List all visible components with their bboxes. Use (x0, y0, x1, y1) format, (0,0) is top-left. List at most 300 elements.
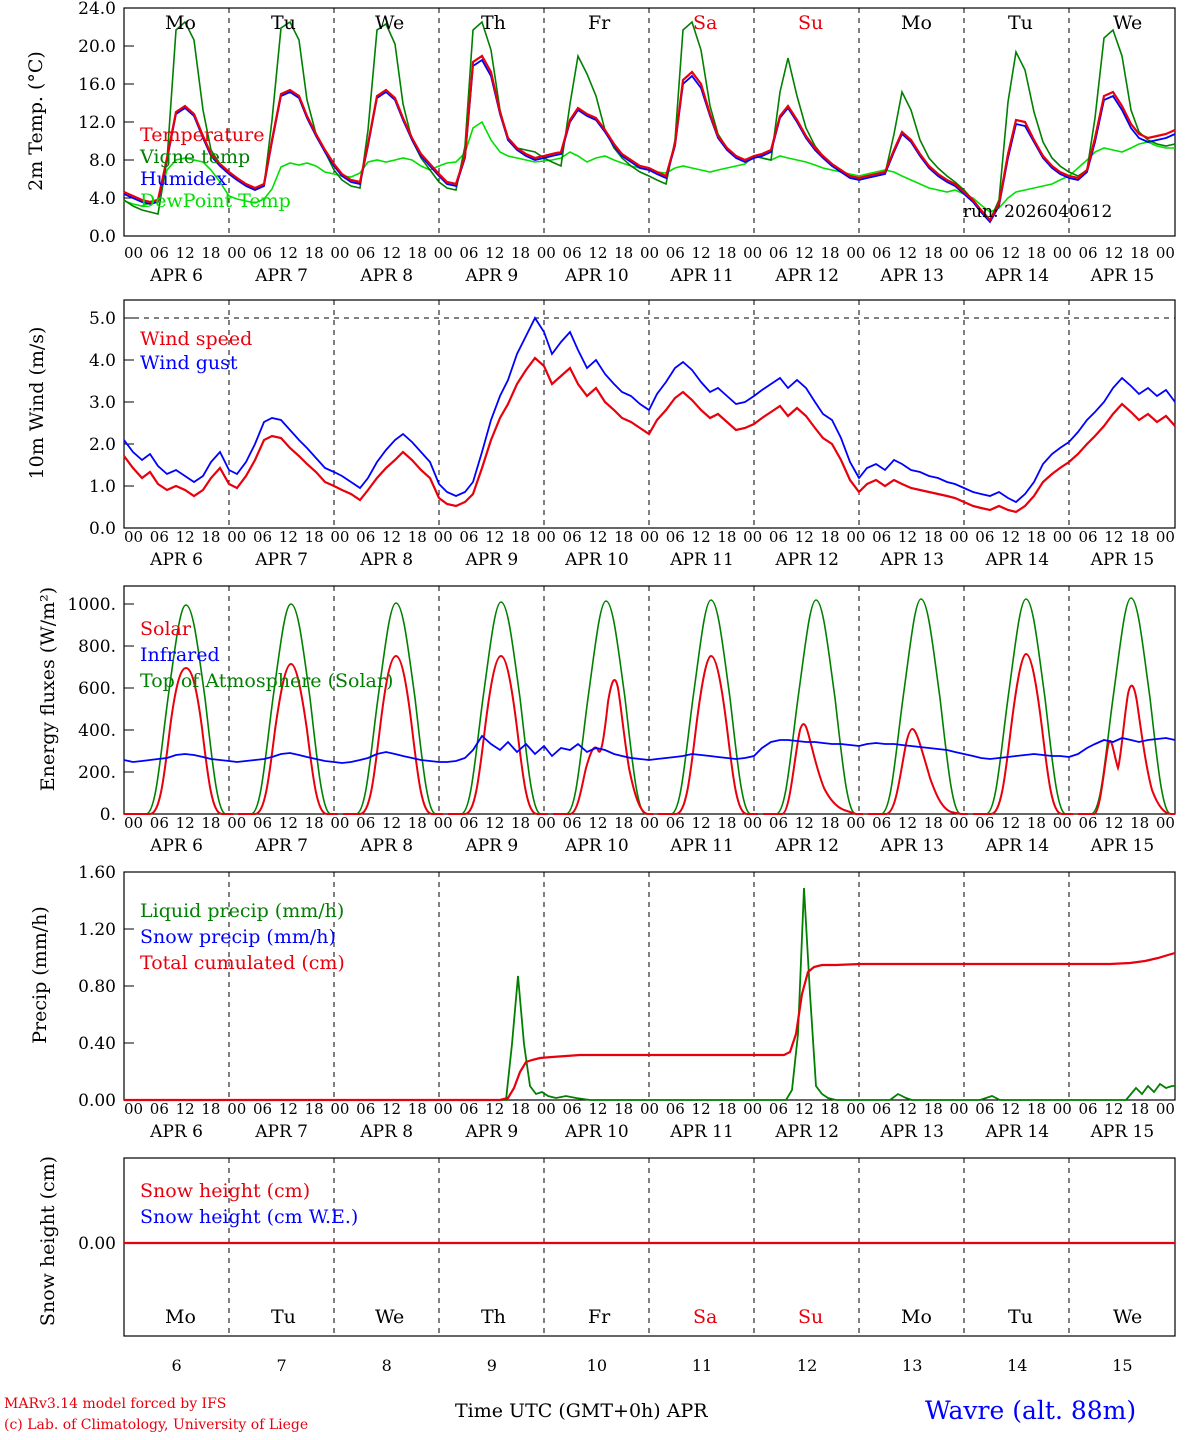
hour-tick: 12 (794, 814, 814, 832)
hour-tick-row (124, 814, 1175, 832)
hour-tick: 06 (149, 528, 169, 546)
day-label-bottom-tu-2: Tu (1008, 1306, 1033, 1328)
flux-y-axis-label: Energy fluxes (W/m²) (37, 586, 59, 792)
axis-row-4 (0, 1100, 1194, 1146)
flux-ytick-5: 0. (99, 805, 116, 825)
date-tick: APR 15 (1090, 550, 1155, 570)
hour-tick: 06 (252, 244, 273, 262)
date-tick: APR 6 (150, 266, 203, 286)
hour-tick: 12 (1104, 1100, 1124, 1118)
hour-tick: 18 (407, 528, 427, 546)
hour-tick: 12 (1104, 244, 1124, 262)
legend-total-cumulated: Total cumulated (cm) (140, 952, 345, 974)
date-tick: APR 12 (775, 550, 839, 570)
hour-tick: 06 (1078, 528, 1098, 546)
legend-infrared: Infrared (140, 644, 220, 666)
date-tick: APR 10 (565, 550, 629, 570)
hour-tick: 12 (897, 814, 917, 832)
hour-tick: 06 (252, 1100, 273, 1118)
hour-tick: 06 (562, 244, 582, 262)
axis-row-3 (0, 814, 1194, 860)
day-label-bottom-sa-1: Sa (693, 1306, 718, 1328)
legend-top-of-atmosphere: Top of Atmosphere (Solar) (140, 670, 394, 692)
hour-tick: 18 (201, 814, 221, 832)
day-label-th-1: Th (481, 12, 506, 34)
temperature-panel (0, 0, 1194, 280)
flux-ytick-0: 1000. (67, 595, 116, 615)
date-tick: APR 14 (985, 836, 1050, 856)
hour-tick: 12 (381, 814, 402, 832)
hour-tick: 18 (923, 814, 943, 832)
hour-tick: 00 (536, 1100, 556, 1118)
hour-tick: 00 (949, 814, 969, 832)
x-axis-label: Time UTC (GMT+0h) APR (455, 1400, 708, 1422)
hour-tick: 18 (1130, 528, 1150, 546)
hour-tick: 06 (252, 814, 273, 832)
day-label-bottom-mo-1: Mo (165, 1306, 196, 1328)
hour-tick: 06 (665, 1100, 685, 1118)
day-label-bottom-tu-1: Tu (271, 1306, 296, 1328)
temp-ytick-5: 4.0 (88, 189, 116, 209)
hour-tick: 18 (510, 528, 531, 546)
hour-tick: 06 (562, 528, 582, 546)
energy-flux-panel (0, 578, 1194, 826)
wind-y-axis-label: 10m Wind (m/s) (26, 326, 48, 480)
hour-tick: 12 (1001, 814, 1021, 832)
hour-tick: 06 (665, 814, 685, 832)
hour-tick: 06 (149, 1100, 169, 1118)
hour-tick: 18 (717, 814, 737, 832)
precip-ytick-4: 0.00 (78, 1091, 116, 1111)
hour-tick: 18 (923, 1100, 943, 1118)
hour-tick: 06 (872, 244, 892, 262)
hour-tick: 00 (1052, 244, 1072, 262)
temp-ytick-4: 8.0 (88, 151, 116, 171)
hour-tick: 00 (949, 528, 969, 546)
hour-tick: 12 (794, 528, 814, 546)
hour-tick: 18 (510, 1100, 531, 1118)
hour-tick: 06 (975, 1100, 995, 1118)
date-tick: APR 10 (565, 266, 629, 286)
legend-wind-speed: Wind speed (140, 328, 253, 350)
flux-ytick-2: 600. (78, 679, 116, 699)
hour-tick: 18 (717, 1100, 737, 1118)
legend-dewpoint-temp: DewPoint Temp (140, 190, 291, 212)
hour-tick: 12 (278, 528, 298, 546)
day-label-we-2: We (1113, 12, 1143, 34)
legend-wind-gust: Wind gust (140, 352, 238, 374)
hour-tick: 12 (691, 1100, 711, 1118)
hour-tick: 06 (562, 814, 582, 832)
date-tick: APR 9 (465, 836, 519, 856)
hour-tick: 18 (614, 814, 634, 832)
hour-tick: 12 (691, 814, 711, 832)
hour-tick: 06 (872, 814, 892, 832)
date-tick: APR 13 (880, 266, 944, 286)
hour-tick: 12 (175, 814, 195, 832)
hour-tick: 00 (743, 1100, 763, 1118)
hour-tick: 18 (407, 1100, 427, 1118)
hour-tick: 00 (1155, 1100, 1175, 1118)
hour-tick: 00 (124, 244, 144, 262)
hour-tick: 12 (1001, 244, 1021, 262)
hour-tick: 12 (175, 1100, 195, 1118)
hour-tick: 18 (820, 528, 840, 546)
date-tick: APR 15 (1090, 836, 1155, 856)
hour-tick: 00 (433, 814, 453, 832)
hour-tick: 00 (743, 244, 763, 262)
temp-ytick-3: 12.0 (78, 113, 116, 133)
day-label-we-1: We (375, 12, 405, 34)
hour-tick: 12 (1001, 1100, 1021, 1118)
hour-tick: 00 (330, 814, 350, 832)
hour-tick: 18 (201, 244, 221, 262)
hour-tick: 18 (1130, 814, 1150, 832)
date-tick: APR 12 (775, 266, 839, 286)
hour-tick: 06 (768, 814, 789, 832)
hour-tick: 12 (1104, 814, 1124, 832)
date-tick-row (124, 1122, 1175, 1142)
hour-tick: 12 (381, 244, 402, 262)
snow-ytick-0: 0.00 (78, 1234, 116, 1254)
hour-tick: 06 (872, 528, 892, 546)
date-tick: APR 15 (1090, 1122, 1155, 1142)
day-label-mo-1: Mo (165, 12, 196, 34)
hour-tick: 18 (1130, 1100, 1150, 1118)
hour-tick: 06 (768, 1100, 789, 1118)
hour-tick: 06 (768, 244, 789, 262)
day-number: 12 (796, 1356, 818, 1375)
hour-tick: 06 (356, 1100, 376, 1118)
date-tick-row (124, 266, 1175, 286)
date-tick: APR 11 (670, 266, 734, 286)
legend-vigne-temp: Vigne temp (140, 146, 251, 168)
date-tick: APR 9 (465, 550, 519, 570)
hour-tick: 00 (846, 1100, 866, 1118)
hour-tick: 18 (304, 814, 324, 832)
hour-tick: 12 (1001, 528, 1021, 546)
date-tick: APR 15 (1090, 266, 1155, 286)
wind-ytick-0: 5.0 (88, 309, 116, 329)
hour-tick-row (124, 244, 1175, 262)
hour-tick: 06 (356, 528, 376, 546)
snow-y-axis-label: Snow height (cm) (37, 1155, 59, 1327)
hour-tick: 00 (433, 1100, 453, 1118)
day-number: 11 (691, 1356, 713, 1375)
snow-height-panel (0, 1150, 1194, 1350)
date-tick: APR 12 (775, 836, 839, 856)
date-tick: APR 9 (465, 1122, 519, 1142)
day-label-sa-1: Sa (693, 12, 718, 34)
day-label-fr-1: Fr (588, 12, 611, 34)
hour-tick: 00 (846, 814, 866, 832)
hour-tick: 18 (820, 244, 840, 262)
hour-tick: 12 (691, 244, 711, 262)
hour-tick: 06 (459, 814, 479, 832)
hour-tick: 00 (536, 814, 556, 832)
hour-tick: 06 (149, 814, 169, 832)
hour-tick: 00 (1155, 244, 1175, 262)
date-tick: APR 13 (880, 550, 944, 570)
hour-tick: 06 (665, 244, 685, 262)
hour-tick: 18 (1130, 244, 1150, 262)
date-tick: APR 11 (670, 1122, 734, 1142)
temp-ytick-1: 20.0 (78, 37, 116, 57)
flux-ytick-3: 400. (78, 721, 116, 741)
hour-tick: 00 (639, 814, 660, 832)
hour-tick: 00 (743, 528, 763, 546)
date-tick: APR 10 (565, 836, 629, 856)
hour-tick: 06 (459, 244, 479, 262)
hour-tick: 18 (820, 1100, 840, 1118)
axis-row-1 (0, 244, 1194, 290)
hour-tick: 18 (201, 528, 221, 546)
date-tick: APR 6 (150, 836, 203, 856)
day-label-bottom-we-1: We (375, 1306, 405, 1328)
hour-tick: 00 (227, 814, 247, 832)
hour-tick: 18 (201, 1100, 221, 1118)
run-label: run: 2026040612 (963, 202, 1113, 222)
date-tick: APR 14 (985, 550, 1050, 570)
hour-tick: 18 (304, 1100, 324, 1118)
day-number: 8 (381, 1356, 392, 1375)
hour-tick: 12 (381, 1100, 402, 1118)
day-label-su-1: Su (798, 12, 824, 34)
hour-tick: 06 (975, 814, 995, 832)
legend-liquid-precip: Liquid precip (mm/h) (140, 900, 345, 922)
hour-tick: 12 (588, 244, 608, 262)
date-tick: APR 11 (670, 836, 734, 856)
hour-tick: 18 (510, 244, 531, 262)
hour-tick: 12 (691, 528, 711, 546)
date-tick-row (124, 550, 1175, 570)
hour-tick: 18 (304, 244, 324, 262)
hour-tick: 12 (1104, 528, 1124, 546)
day-number: 7 (276, 1356, 287, 1375)
hour-tick: 00 (227, 1100, 247, 1118)
date-tick: APR 8 (360, 1122, 414, 1142)
station-label: Wavre (alt. 88m) (925, 1396, 1137, 1425)
date-tick: APR 9 (465, 266, 519, 286)
hour-tick: 00 (433, 244, 453, 262)
hour-tick: 06 (1078, 814, 1098, 832)
hour-tick: 12 (897, 528, 917, 546)
date-tick: APR 10 (565, 1122, 629, 1142)
wind-ytick-5: 0.0 (88, 519, 116, 539)
hour-tick: 18 (407, 814, 427, 832)
date-tick-row (124, 836, 1175, 856)
date-tick: APR 11 (670, 550, 734, 570)
wind-ytick-3: 2.0 (88, 435, 116, 455)
wind-ytick-1: 4.0 (88, 351, 116, 371)
day-number: 6 (171, 1356, 182, 1375)
hour-tick: 12 (485, 244, 505, 262)
hour-tick: 12 (278, 814, 298, 832)
precip-ytick-0: 1.60 (78, 863, 116, 883)
hour-tick: 18 (717, 244, 737, 262)
legend-temperature: Temperature (140, 124, 265, 146)
flux-ytick-4: 200. (78, 763, 116, 783)
hour-tick: 18 (304, 528, 324, 546)
hour-tick: 06 (562, 1100, 582, 1118)
hour-tick: 00 (846, 244, 866, 262)
hour-tick: 18 (1026, 244, 1046, 262)
temp-y-axis-label: 2m Temp. (°C) (25, 51, 47, 191)
hour-tick: 00 (330, 1100, 350, 1118)
hour-tick: 18 (923, 244, 943, 262)
day-number: 10 (586, 1356, 608, 1375)
legend-snow-precip: Snow precip (mm/h) (140, 926, 336, 948)
date-tick: APR 13 (880, 836, 944, 856)
hour-tick: 00 (1052, 814, 1072, 832)
hour-tick: 18 (820, 814, 840, 832)
hour-tick: 06 (768, 528, 789, 546)
date-tick: APR 8 (360, 836, 414, 856)
hour-tick: 06 (1078, 1100, 1098, 1118)
day-number: 15 (1112, 1356, 1133, 1375)
precip-ytick-2: 0.80 (78, 977, 116, 997)
wind-ytick-2: 3.0 (88, 393, 116, 413)
hour-tick: 12 (588, 814, 608, 832)
day-number-row (124, 1356, 1175, 1378)
precip-ytick-1: 1.20 (78, 920, 116, 940)
axis-row-2 (0, 528, 1194, 574)
hour-tick: 00 (1155, 528, 1175, 546)
precip-panel (0, 864, 1194, 1112)
legend-solar: Solar (140, 618, 191, 640)
hour-tick: 00 (227, 528, 247, 546)
date-tick: APR 7 (255, 266, 309, 286)
precip-y-axis-label: Precip (mm/h) (29, 906, 51, 1044)
hour-tick: 12 (381, 528, 402, 546)
hour-tick: 18 (614, 244, 634, 262)
day-label-bottom-mo-2: Mo (901, 1306, 932, 1328)
temp-ytick-6: 0.0 (88, 227, 116, 247)
date-tick: APR 13 (880, 1122, 944, 1142)
wind-panel (0, 292, 1194, 540)
hour-tick: 00 (949, 244, 969, 262)
hour-tick: 00 (227, 244, 247, 262)
temp-ytick-2: 16.0 (78, 75, 116, 95)
hour-tick: 12 (485, 1100, 505, 1118)
date-tick: APR 8 (360, 266, 414, 286)
hour-tick: 00 (330, 528, 350, 546)
hour-tick: 12 (278, 1100, 298, 1118)
temp-ytick-0: 24.0 (78, 0, 116, 19)
hour-tick: 18 (614, 1100, 634, 1118)
hour-tick: 12 (485, 528, 505, 546)
hour-tick: 00 (124, 814, 144, 832)
date-tick: APR 12 (775, 1122, 839, 1142)
hour-tick: 06 (252, 528, 273, 546)
hour-tick: 12 (485, 814, 505, 832)
date-tick: APR 6 (150, 550, 203, 570)
hour-tick: 18 (1026, 528, 1046, 546)
hour-tick-row (124, 528, 1175, 546)
hour-tick: 12 (588, 528, 608, 546)
hour-tick: 06 (1078, 244, 1098, 262)
hour-tick: 06 (872, 1100, 892, 1118)
hour-tick: 06 (149, 244, 169, 262)
day-label-tu-1: Tu (271, 12, 296, 34)
hour-tick: 06 (459, 528, 479, 546)
footer-model-credit-line2: (c) Lab. of Climatology, University of Liege (4, 1417, 309, 1433)
hour-tick: 18 (510, 814, 531, 832)
hour-tick: 12 (897, 1100, 917, 1118)
hour-tick: 00 (846, 528, 866, 546)
day-label-bottom-we-2: We (1113, 1306, 1143, 1328)
day-number: 13 (902, 1356, 923, 1375)
hour-tick: 00 (330, 244, 350, 262)
hour-tick: 12 (175, 528, 195, 546)
hour-tick: 18 (923, 528, 943, 546)
hour-tick: 18 (717, 528, 737, 546)
date-tick: APR 8 (360, 550, 414, 570)
legend-snow-height-we: Snow height (cm W.E.) (140, 1206, 359, 1228)
hour-tick: 00 (536, 528, 556, 546)
hour-tick: 00 (743, 814, 763, 832)
hour-tick: 18 (614, 528, 634, 546)
footer-model-credit-line1: MARv3.14 model forced by IFS (4, 1396, 227, 1412)
hour-tick: 12 (278, 244, 298, 262)
hour-tick: 06 (356, 244, 376, 262)
hour-tick: 00 (1052, 528, 1072, 546)
hour-tick: 00 (124, 1100, 144, 1118)
flux-ytick-1: 800. (78, 637, 116, 657)
wind-ytick-4: 1.0 (88, 477, 116, 497)
precip-ytick-3: 0.40 (78, 1034, 116, 1054)
hour-tick: 18 (1026, 814, 1046, 832)
hour-tick: 00 (433, 528, 453, 546)
hour-tick: 06 (356, 814, 376, 832)
hour-tick: 06 (665, 528, 685, 546)
day-number: 14 (1007, 1356, 1028, 1375)
hour-tick: 18 (407, 244, 427, 262)
hour-tick-row (124, 1100, 1175, 1118)
hour-tick: 00 (1052, 1100, 1072, 1118)
day-label-tu-2: Tu (1008, 12, 1033, 34)
date-tick: APR 7 (255, 550, 309, 570)
hour-tick: 00 (1155, 814, 1175, 832)
hour-tick: 06 (459, 1100, 479, 1118)
hour-tick: 12 (794, 244, 814, 262)
day-label-bottom-fr-1: Fr (588, 1306, 611, 1328)
legend-snow-height: Snow height (cm) (140, 1180, 311, 1202)
day-label-bottom-su-1: Su (798, 1306, 824, 1328)
legend-humidex: Humidex (140, 168, 228, 190)
hour-tick: 12 (897, 244, 917, 262)
hour-tick: 00 (536, 244, 556, 262)
hour-tick: 00 (639, 244, 660, 262)
date-tick: APR 14 (985, 1122, 1050, 1142)
date-tick: APR 7 (255, 1122, 309, 1142)
hour-tick: 00 (124, 528, 144, 546)
date-tick: APR 6 (150, 1122, 203, 1142)
day-label-bottom-th-1: Th (481, 1306, 506, 1328)
hour-tick: 12 (588, 1100, 608, 1118)
date-tick: APR 7 (255, 836, 309, 856)
day-number: 9 (486, 1356, 497, 1375)
day-label-mo-2: Mo (901, 12, 932, 34)
hour-tick: 18 (1026, 1100, 1046, 1118)
hour-tick: 06 (975, 528, 995, 546)
hour-tick: 00 (949, 1100, 969, 1118)
hour-tick: 06 (975, 244, 995, 262)
date-tick: APR 14 (985, 266, 1050, 286)
hour-tick: 00 (639, 1100, 660, 1118)
hour-tick: 12 (794, 1100, 814, 1118)
hour-tick: 12 (175, 244, 195, 262)
